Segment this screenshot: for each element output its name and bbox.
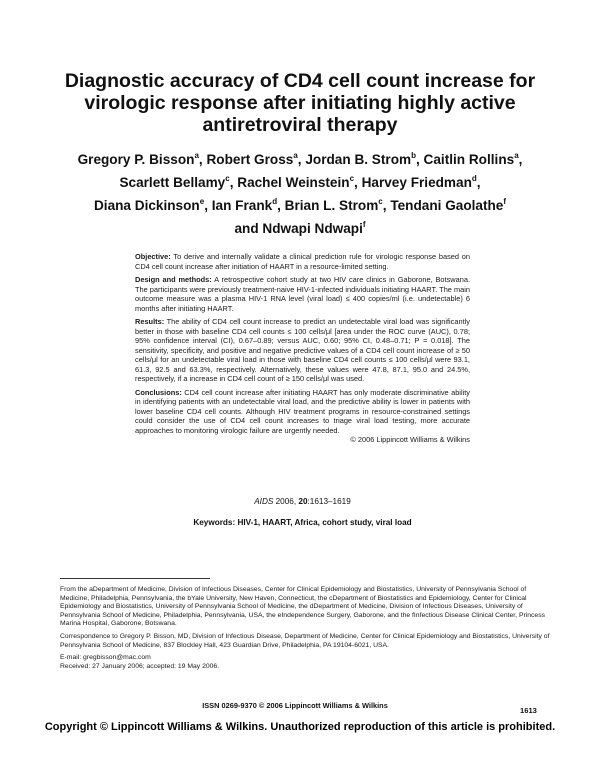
author: Ndwapi Ndwapi$^f$ bbox=[262, 220, 366, 236]
footnote-divider bbox=[60, 578, 210, 579]
author: Tendani Gaolathe$^f$ bbox=[390, 197, 507, 213]
abstract-objective: Objective: To derive and internally validate a clinical prediction rule for virologic response based on CD4 cell count increase after initiation of HAART in a resource-limited setting. bbox=[135, 252, 470, 271]
abstract-copyright: © 2006 Lippincott Williams & Wilkins bbox=[350, 435, 470, 444]
author: Diana Dickinson$^e$ bbox=[93, 197, 205, 213]
affiliations: From the aDepartment of Medicine, Division of Infectious Diseases, Center for Clinical Epidemiology and Biostatistics, University of Pennsylvania School of Medicine, Philadelphia, Pennsylvania, the bYale University, New Haven, Connecticut, the cDepartment of Biostatistics and Epidemiology, Center for Clinical Epidemiology and Biostatistics, University of Pennsylvania School of Medicine, the dDepartment of Medicine, Division of Infectious Diseases, University of Pennsylvania School of Medicine, Philadelphia, Pennsylvania, USA, the eIndependence Surgery, Gaborone, and the fInfectious Disease Clinical Center, Princess Marina Hospital, Gaborone, Botswana. bbox=[60, 586, 546, 628]
issn-line: ISSN 0269-9370 © 2006 Lippincott Williams & Wilkins bbox=[202, 701, 388, 710]
author: Gregory P. Bisson$^a$ bbox=[77, 151, 199, 167]
abstract-results: Results: The ability of CD4 cell count increase to predict an undetectable viral load was significantly better in those with baseline CD4 cell counts ≤ 100 cells/μl [area under the ROC curve (AUC), 0.78; 95% confidence interval (CI), 0.67–0.89; versus AUC, 0.60; 95% CI, 0.48–0.71; P = 0.018]. The sensitivity, specificity, and positive and negative predictive values of a CD4 cell count increase of ≥ 50 cells/μl for an undetectable viral load in those with baseline CD4 cell counts ≤ 100 cells/μl were 93.1, 61.3, 92.5 and 63.3%, respectively. Alternatively, these values were 47.8, 87.1, 95.0 and 24.5%, respectively, if a increase in CD4 cell count of ≥ 150 cells/μl was used. bbox=[135, 317, 470, 383]
received-dates: Received: 27 January 2006; accepted: 19 May 2006. bbox=[60, 662, 220, 670]
abstract bbox=[135, 252, 470, 449]
author: Caitlin Rollins$^a$ bbox=[423, 151, 519, 167]
page-number: 1613 bbox=[520, 706, 537, 715]
author: Ian Frank$^d$ bbox=[211, 197, 278, 213]
correspondence: Correspondence to Gregory P. Bisson, MD, Division of Infectious Disease, Department of Medicine, Center for Clinical Epidemiology and Biostatistics, University of Pennsylvania School of Medicine, 837 Blockley Hall, 423 Guardian Drive, Philadelphia, PA 19104-6021, USA. bbox=[60, 632, 550, 649]
author: Jordan B. Strom$^b$ bbox=[305, 151, 416, 167]
copyright-notice: Copyright © Lippincott Williams & Wilkins. Unauthorized reproduction of this article is prohibited. bbox=[44, 721, 556, 733]
keywords: Keywords: HIV-1, HAART, Africa, cohort study, viral load bbox=[193, 518, 412, 527]
author-list: Gregory P. Bisson$^a$, Robert Gross$^a$, Jordan B. Strom$^b$, Caitlin Rollins$^a$, Scarlett Bellamy$^c$, Rachel Weinstein$^c$, Harvey Friedman$^d$, Diana Dickinson$^e$, Ian Frank$^d$, Brian L. Strom$^c$, Tendani Gaolathe$^f$ and Ndwapi Ndwapi$^f$ bbox=[77, 151, 523, 236]
author: Rachel Weinstein$^c$ bbox=[237, 174, 355, 190]
citation: AIDS 2006, 20:1613–1619 bbox=[254, 497, 351, 506]
author: Scarlett Bellamy$^c$ bbox=[119, 174, 230, 190]
email: E-mail: gregbisson@mac.com bbox=[60, 654, 151, 662]
author: Brian L. Strom$^c$ bbox=[284, 197, 383, 213]
abstract-conclusions: Conclusions: CD4 cell count increase after initiating HAART has only moderate discriminative ability in identifying patients with an undetectable viral load, and the predictive ability is lower in patients with lower baseline CD4 cell counts. Although HIV treatment programs in resource-constrained settings could consider the use of CD4 cell count increases to triage viral load testing, more accurate approaches to monitoring virologic failure are urgently needed. © 2006 Lippincott Williams & Wilkins bbox=[135, 387, 470, 444]
abstract-design: Design and methods: A retrospective cohort study at two HIV care clinics in Gaborone, Botswana. The participants were previously treatment-naive HIV-1-infected individuals initiating HAART. The main outcome measure was a plasma HIV-1 RNA level (viral load) ≤ 400 copies/ml (i.e. undetectable) 6 months after initiating HAART. bbox=[135, 275, 470, 313]
author: Robert Gross$^a$ bbox=[206, 151, 298, 167]
article-title: Diagnostic accuracy of CD4 cell count increase for virologic response after initiating highly active antiretroviral therapy bbox=[64, 70, 536, 136]
author: Harvey Friedman$^d$ bbox=[361, 174, 477, 190]
author-conjunction: and bbox=[234, 221, 259, 236]
footnotes bbox=[60, 586, 550, 671]
